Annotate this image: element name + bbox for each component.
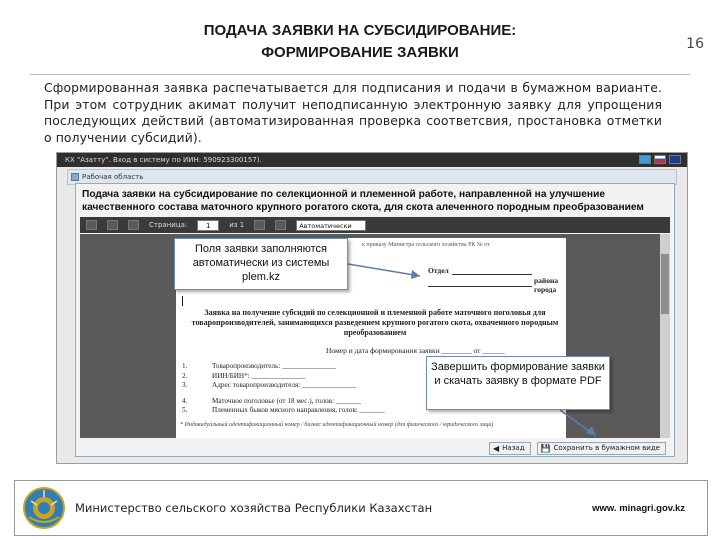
tab-workspace-label: Рабочая область [82,173,144,181]
flag-ru-icon[interactable] [654,155,666,164]
pdf-raion-label: района [534,276,559,285]
callout-autofill: Поля заявки заполняются автоматически из системы plem.kz [174,238,348,290]
page-number-input[interactable]: 1 [197,220,219,231]
language-flags [639,155,681,164]
pdf-field-num: 4. [182,396,188,405]
slide-title [100,20,620,64]
next-page-icon[interactable] [128,220,139,230]
login-info: КХ "Азатту". Вход в систему по ИИН: 590923300157). [65,156,262,164]
arrow-left-icon: ◀ [492,443,500,453]
kz-emblem-icon [23,487,65,529]
pdf-field-num: 1. [182,362,188,370]
pdf-field-text: Товаропроизводитель: _______________ [212,362,336,370]
pdf-date-line: Номер и дата формирования заявки ________ от ______ [326,346,505,355]
pdf-toolbar [80,217,670,233]
slide-footer [14,480,708,536]
callout-finish: Завершить формирование заявки и скачать заявку в формате PDF [426,356,610,410]
save-icon: 💾 [540,443,551,453]
pdf-field-text: Племенных быков мясного направления, голов: _______ [212,406,385,415]
page-label: Страница: [149,221,188,229]
pdf-footnote: * Индивидуальный идентификационный номер / бизнес идентификационный номер (для физического / юридического лица) [180,422,494,428]
title-divider [30,74,690,75]
pdf-raion-line [428,286,532,287]
pdf-field-num: 5. [182,406,188,415]
zoom-out-icon[interactable] [254,220,265,230]
ministry-name: Министерство сельского хозяйства Республики Казахстан [75,501,433,515]
flag-en-icon[interactable] [669,155,681,164]
pdf-order-ref: к приказу Министра сельского хозяйства РК № от [362,242,490,248]
back-button-label: Назад [502,443,525,452]
pdf-field-num: 3. [182,381,188,390]
pdf-otdel-label: Отдел [428,266,449,275]
slide-number: 16 [686,36,704,52]
ministry-url[interactable]: www. minagri.gov.kz [592,503,685,514]
document-actions [80,440,670,456]
save-paper-button[interactable] [537,442,666,455]
zoom-select[interactable]: Автоматически [296,220,366,231]
pdf-heading: Заявка на получение субсидий по селекционной и племенной работе маточного поголовья для товаропроизводителей, занимающихся разведением крупного рогатого скота, охваченного породным преобразованием [191,308,559,337]
pdf-field-text: Адрес товаропроизводителя: _______________ [212,381,356,390]
pdf-goroda-label: города [534,285,557,294]
pdf-field-num: 2. [182,371,188,380]
slide-title-line1: ПОДАЧА ЗАЯВКИ НА СУБСИДИРОВАНИЕ: [203,22,517,39]
workspace-icon [71,173,79,181]
zoom-in-icon[interactable] [275,220,286,230]
flag-kz-icon[interactable] [639,155,651,164]
intro-paragraph: Сформированная заявка распечатывается для подписания и подачи в бумажном варианте. При этом сотрудник акимат получит неподписанную электронную заявку для упрощения последующих действий (автоматизированная проверка соответсвия, простановка отметки о получении субсидий). [44,80,662,145]
pdf-field-text: Маточное поголовье (от 18 мес.), голов: _______ [212,396,362,405]
back-button[interactable] [489,442,531,455]
save-paper-button-label: Сохранить в бумажном виде [553,443,660,452]
app-topbar [57,153,687,167]
app-screenshot [56,152,688,464]
pdf-scrollbar[interactable] [660,234,670,438]
pdf-scrollbar-thumb[interactable] [661,254,669,314]
prev-page-icon[interactable] [107,220,118,230]
pdf-raion-block [534,276,558,294]
document-title: Подача заявки на субсидирование по селекционной и племенной работе, направленной на улучшение качественного состава маточного крупного рогатого скота, для скота алеченного породным преобразованием [82,189,644,213]
pdf-field-text: ИИН/БИН*: _______________ [212,371,306,380]
slide-title-line2: ФОРМИРОВАНИЕ ЗАЯВКИ [261,44,459,61]
sidebar-toggle-icon[interactable] [86,220,97,230]
document-window [75,183,675,457]
pdf-otdel-line [452,274,532,275]
text-cursor [182,296,183,306]
page-count: из 1 [229,221,245,229]
